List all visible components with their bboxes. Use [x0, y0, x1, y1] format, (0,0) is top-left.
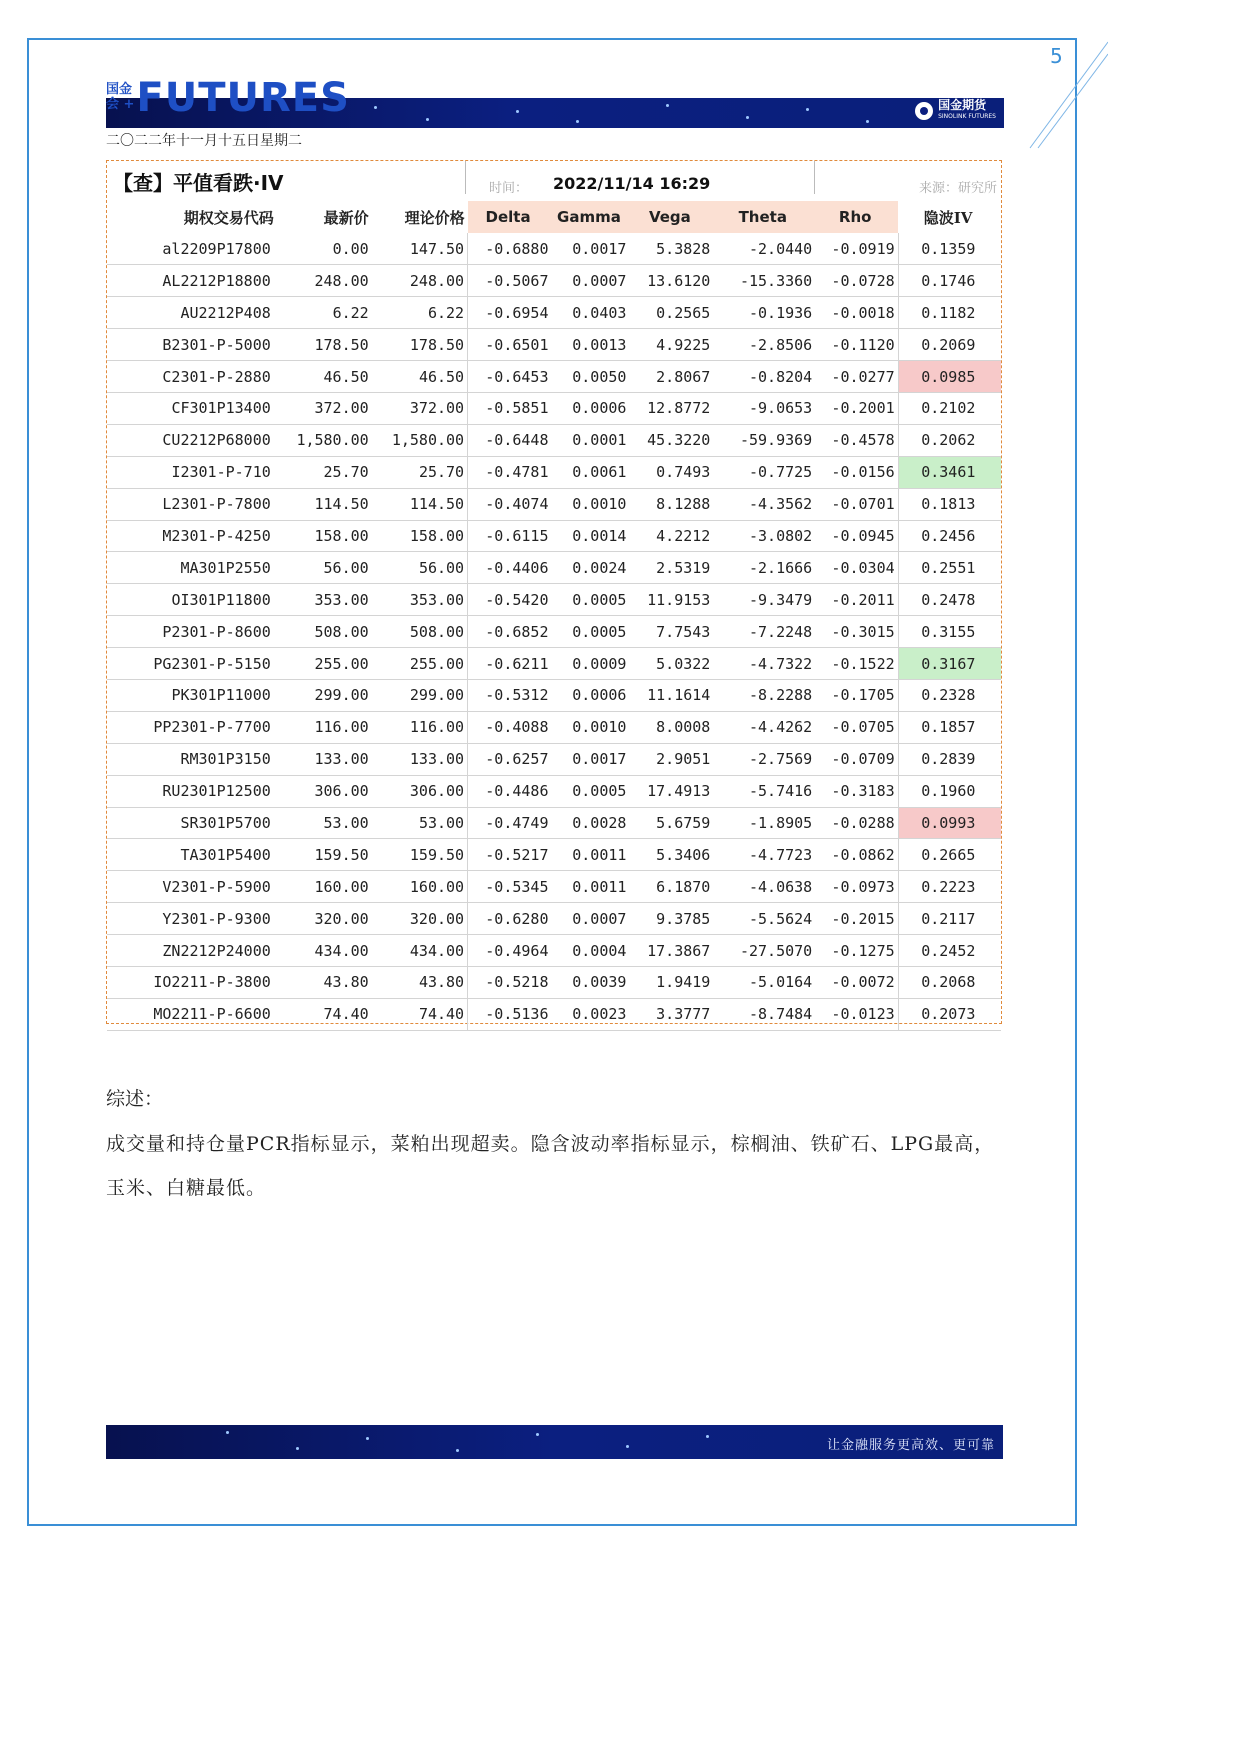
- cell-iv: 0.3155: [898, 616, 1001, 648]
- cell-code: C2301-P-2880: [107, 361, 277, 393]
- cell-last: 434.00: [277, 935, 372, 967]
- cell-code: Y2301-P-9300: [107, 903, 277, 935]
- cell-delta: -0.5136: [468, 998, 552, 1030]
- cell-delta: -0.6115: [468, 520, 552, 552]
- table-body: [107, 233, 1001, 1030]
- cell-code: ZN2212P24000: [107, 935, 277, 967]
- cell-last: 159.50: [277, 839, 372, 871]
- cell-vega: 11.1614: [629, 679, 713, 711]
- table-row: [107, 520, 1001, 552]
- cell-code: M2301-P-4250: [107, 520, 277, 552]
- cell-gamma: 0.0023: [552, 998, 630, 1030]
- cell-delta: -0.5218: [468, 966, 552, 998]
- cell-delta: -0.5345: [468, 871, 552, 903]
- cell-gamma: 0.0011: [552, 871, 630, 903]
- cell-theory: 255.00: [372, 648, 468, 680]
- cell-theta: -8.2288: [713, 679, 815, 711]
- cell-code: P2301-P-8600: [107, 616, 277, 648]
- cell-iv: 0.2456: [898, 520, 1001, 552]
- cell-theory: 114.50: [372, 488, 468, 520]
- cell-code: IO2211-P-3800: [107, 966, 277, 998]
- cell-gamma: 0.0010: [552, 711, 630, 743]
- brand-cn-bottom: 会 +: [106, 97, 135, 112]
- cell-gamma: 0.0050: [552, 361, 630, 393]
- cell-theta: -2.8506: [713, 329, 815, 361]
- cell-rho: -0.0304: [815, 552, 898, 584]
- cell-theta: -3.0802: [713, 520, 815, 552]
- cell-delta: -0.4074: [468, 488, 552, 520]
- cell-vega: 4.2212: [629, 520, 713, 552]
- cell-theory: 299.00: [372, 679, 468, 711]
- option-iv-table-panel: [106, 160, 1002, 1024]
- cell-gamma: 0.0006: [552, 392, 630, 424]
- cell-delta: -0.6280: [468, 903, 552, 935]
- cell-iv: 0.1746: [898, 265, 1001, 297]
- cell-rho: -0.0072: [815, 966, 898, 998]
- cell-vega: 5.0322: [629, 648, 713, 680]
- cell-theory: 159.50: [372, 839, 468, 871]
- footer-slogan: 让金融服务更高效、更可靠: [826, 1438, 995, 1453]
- time-label: 时间：: [489, 181, 529, 196]
- cell-theory: 353.00: [372, 584, 468, 616]
- cell-theory: 372.00: [372, 392, 468, 424]
- brand-cn-top: 国金: [106, 82, 133, 97]
- company-logo: [915, 100, 996, 122]
- cell-code: AU2212P408: [107, 297, 277, 329]
- cell-theta: -4.7723: [713, 839, 815, 871]
- cell-vega: 5.3828: [629, 233, 713, 265]
- column-header: Gamma: [552, 201, 630, 233]
- cell-vega: 7.7543: [629, 616, 713, 648]
- cell-delta: -0.5851: [468, 392, 552, 424]
- company-name-en: SINOLINK FUTURES: [938, 113, 996, 120]
- cell-last: 0.00: [277, 233, 372, 265]
- cell-gamma: 0.0005: [552, 616, 630, 648]
- cell-theory: 158.00: [372, 520, 468, 552]
- cell-gamma: 0.0001: [552, 424, 630, 456]
- source-label: 来源：研究所: [918, 181, 997, 196]
- cell-iv: 0.2452: [898, 935, 1001, 967]
- cell-delta: -0.6501: [468, 329, 552, 361]
- cell-vega: 8.1288: [629, 488, 713, 520]
- cell-last: 508.00: [277, 616, 372, 648]
- cell-code: V2301-P-5900: [107, 871, 277, 903]
- cell-vega: 0.7493: [629, 456, 713, 488]
- cell-vega: 2.9051: [629, 743, 713, 775]
- table-row: [107, 871, 1001, 903]
- table-row: [107, 711, 1001, 743]
- table-row: [107, 648, 1001, 680]
- summary-body: 成交量和持仓量PCR指标显示，菜粕出现超卖。隐含波动率指标显示，棕榈油、铁矿石、LPG最高，玉米、白糖最低。: [106, 1133, 995, 1199]
- cell-vega: 5.6759: [629, 807, 713, 839]
- cell-theta: -5.5624: [713, 903, 815, 935]
- company-name-cn: 国金期货: [938, 98, 987, 112]
- table-row: [107, 966, 1001, 998]
- table-row: [107, 903, 1001, 935]
- cell-rho: -0.3015: [815, 616, 898, 648]
- cell-delta: -0.4406: [468, 552, 552, 584]
- cell-rho: -0.0862: [815, 839, 898, 871]
- cell-code: CU2212P68000: [107, 424, 277, 456]
- cell-delta: -0.6257: [468, 743, 552, 775]
- cell-rho: -0.0277: [815, 361, 898, 393]
- cell-delta: -0.4749: [468, 807, 552, 839]
- cell-gamma: 0.0007: [552, 265, 630, 297]
- cell-code: MA301P2550: [107, 552, 277, 584]
- column-header: Delta: [468, 201, 552, 233]
- cell-vega: 6.1870: [629, 871, 713, 903]
- cell-last: 114.50: [277, 488, 372, 520]
- cell-vega: 17.4913: [629, 775, 713, 807]
- cell-theory: 248.00: [372, 265, 468, 297]
- cell-theta: -4.4262: [713, 711, 815, 743]
- cell-delta: -0.5067: [468, 265, 552, 297]
- cell-iv: 0.2551: [898, 552, 1001, 584]
- cell-theta: -0.8204: [713, 361, 815, 393]
- cell-delta: -0.6852: [468, 616, 552, 648]
- cell-rho: -0.3183: [815, 775, 898, 807]
- cell-iv: 0.0985: [898, 361, 1001, 393]
- page-number: 5: [1050, 44, 1063, 68]
- cell-vega: 5.3406: [629, 839, 713, 871]
- cell-last: 306.00: [277, 775, 372, 807]
- brand-futures-text: FUTURES: [136, 75, 350, 121]
- cell-rho: -0.4578: [815, 424, 898, 456]
- cell-code: TA301P5400: [107, 839, 277, 871]
- cell-delta: -0.5217: [468, 839, 552, 871]
- cell-rho: -0.1522: [815, 648, 898, 680]
- cell-theory: 43.80: [372, 966, 468, 998]
- cell-theory: 306.00: [372, 775, 468, 807]
- cell-last: 43.80: [277, 966, 372, 998]
- table-row: [107, 935, 1001, 967]
- cell-theta: -4.3562: [713, 488, 815, 520]
- cell-last: 56.00: [277, 552, 372, 584]
- cell-theta: -15.3360: [713, 265, 815, 297]
- cell-last: 299.00: [277, 679, 372, 711]
- cell-rho: -0.0728: [815, 265, 898, 297]
- table-row: [107, 488, 1001, 520]
- cell-vega: 12.8772: [629, 392, 713, 424]
- cell-code: L2301-P-7800: [107, 488, 277, 520]
- cell-rho: -0.2015: [815, 903, 898, 935]
- cell-theory: 46.50: [372, 361, 468, 393]
- cell-delta: -0.4486: [468, 775, 552, 807]
- cell-iv: 0.0993: [898, 807, 1001, 839]
- cell-vega: 17.3867: [629, 935, 713, 967]
- cell-gamma: 0.0005: [552, 584, 630, 616]
- cell-last: 74.40: [277, 998, 372, 1030]
- cell-gamma: 0.0004: [552, 935, 630, 967]
- table-title-row: [107, 161, 1001, 194]
- cell-rho: -0.0945: [815, 520, 898, 552]
- cell-code: SR301P5700: [107, 807, 277, 839]
- cell-rho: -0.1120: [815, 329, 898, 361]
- cell-code: PK301P11000: [107, 679, 277, 711]
- cell-theta: -4.0638: [713, 871, 815, 903]
- table-row: [107, 392, 1001, 424]
- cell-vega: 13.6120: [629, 265, 713, 297]
- report-date: 二〇二二年十一月十五日星期二: [106, 133, 302, 149]
- cell-gamma: 0.0028: [552, 807, 630, 839]
- option-greeks-table: [107, 201, 1001, 1031]
- cell-rho: -0.2001: [815, 392, 898, 424]
- cell-theory: 116.00: [372, 711, 468, 743]
- cell-gamma: 0.0013: [552, 329, 630, 361]
- cell-vega: 8.0008: [629, 711, 713, 743]
- column-header: 隐波IV: [923, 208, 973, 227]
- cell-iv: 0.2069: [898, 329, 1001, 361]
- table-title: 【查】平值看跌·IV: [113, 171, 284, 195]
- cell-iv: 0.1813: [898, 488, 1001, 520]
- cell-iv: 0.3167: [898, 648, 1001, 680]
- cell-theta: -0.7725: [713, 456, 815, 488]
- cell-theta: -8.7484: [713, 998, 815, 1030]
- cell-code: I2301-P-710: [107, 456, 277, 488]
- cell-theory: 434.00: [372, 935, 468, 967]
- cell-rho: -0.1705: [815, 679, 898, 711]
- cell-code: PG2301-P-5150: [107, 648, 277, 680]
- cell-rho: -0.0156: [815, 456, 898, 488]
- cell-code: RU2301P12500: [107, 775, 277, 807]
- table-row: [107, 743, 1001, 775]
- cell-gamma: 0.0017: [552, 743, 630, 775]
- cell-gamma: 0.0403: [552, 297, 630, 329]
- cell-gamma: 0.0007: [552, 903, 630, 935]
- cell-theta: -2.0440: [713, 233, 815, 265]
- table-row: [107, 265, 1001, 297]
- cell-iv: 0.2117: [898, 903, 1001, 935]
- cell-last: 133.00: [277, 743, 372, 775]
- cell-iv: 0.3461: [898, 456, 1001, 488]
- table-row: [107, 679, 1001, 711]
- cell-theory: 160.00: [372, 871, 468, 903]
- cell-code: CF301P13400: [107, 392, 277, 424]
- cell-gamma: 0.0010: [552, 488, 630, 520]
- time-value: 2022/11/14 16:29: [553, 174, 711, 193]
- cell-rho: -0.0288: [815, 807, 898, 839]
- cell-theta: -7.2248: [713, 616, 815, 648]
- cell-gamma: 0.0061: [552, 456, 630, 488]
- cell-gamma: 0.0039: [552, 966, 630, 998]
- cell-iv: 0.1960: [898, 775, 1001, 807]
- cell-last: 372.00: [277, 392, 372, 424]
- cell-gamma: 0.0017: [552, 233, 630, 265]
- cell-gamma: 0.0005: [552, 775, 630, 807]
- cell-theta: -1.8905: [713, 807, 815, 839]
- cell-last: 353.00: [277, 584, 372, 616]
- cell-last: 53.00: [277, 807, 372, 839]
- cell-vega: 2.8067: [629, 361, 713, 393]
- cell-vega: 2.5319: [629, 552, 713, 584]
- cell-delta: -0.6880: [468, 233, 552, 265]
- cell-theory: 147.50: [372, 233, 468, 265]
- table-row: [107, 998, 1001, 1030]
- cell-iv: 0.2102: [898, 392, 1001, 424]
- table-row: [107, 297, 1001, 329]
- cell-last: 46.50: [277, 361, 372, 393]
- cell-code: PP2301-P-7700: [107, 711, 277, 743]
- cell-theta: -4.7322: [713, 648, 815, 680]
- table-row: [107, 616, 1001, 648]
- table-row: [107, 584, 1001, 616]
- cell-gamma: 0.0011: [552, 839, 630, 871]
- cell-theta: -2.7569: [713, 743, 815, 775]
- cell-delta: -0.5420: [468, 584, 552, 616]
- cell-rho: -0.0701: [815, 488, 898, 520]
- cell-theory: 133.00: [372, 743, 468, 775]
- cell-vega: 0.2565: [629, 297, 713, 329]
- cell-theory: 6.22: [372, 297, 468, 329]
- cell-theory: 25.70: [372, 456, 468, 488]
- cell-theta: -5.7416: [713, 775, 815, 807]
- cell-iv: 0.1182: [898, 297, 1001, 329]
- cell-gamma: 0.0009: [552, 648, 630, 680]
- cell-iv: 0.2223: [898, 871, 1001, 903]
- cell-delta: -0.4088: [468, 711, 552, 743]
- cell-rho: -0.1275: [815, 935, 898, 967]
- cell-delta: -0.4781: [468, 456, 552, 488]
- company-logo-icon: [915, 102, 933, 120]
- column-header: Rho: [815, 201, 898, 233]
- table-row: [107, 456, 1001, 488]
- cell-delta: -0.6211: [468, 648, 552, 680]
- table-row: [107, 233, 1001, 265]
- cell-last: 6.22: [277, 297, 372, 329]
- table-row: [107, 424, 1001, 456]
- cell-iv: 0.2839: [898, 743, 1001, 775]
- cell-vega: 11.9153: [629, 584, 713, 616]
- cell-theory: 74.40: [372, 998, 468, 1030]
- summary-heading: 综述：: [106, 1088, 164, 1110]
- cell-theory: 178.50: [372, 329, 468, 361]
- cell-iv: 0.2068: [898, 966, 1001, 998]
- column-header: 期权交易代码: [183, 208, 274, 227]
- cell-iv: 0.2665: [898, 839, 1001, 871]
- column-header: Vega: [629, 201, 713, 233]
- cell-theory: 1,580.00: [372, 424, 468, 456]
- cell-theta: -9.3479: [713, 584, 815, 616]
- brand-logo: [106, 75, 350, 121]
- table-header-row: [107, 201, 1001, 233]
- table-row: [107, 552, 1001, 584]
- cell-gamma: 0.0006: [552, 679, 630, 711]
- cell-iv: 0.2328: [898, 679, 1001, 711]
- cell-last: 320.00: [277, 903, 372, 935]
- cell-theta: -59.9369: [713, 424, 815, 456]
- cell-gamma: 0.0024: [552, 552, 630, 584]
- cell-rho: -0.0123: [815, 998, 898, 1030]
- cell-iv: 0.2073: [898, 998, 1001, 1030]
- cell-vega: 4.9225: [629, 329, 713, 361]
- cell-iv: 0.2062: [898, 424, 1001, 456]
- footer-banner: [106, 1425, 1003, 1459]
- cell-rho: -0.2011: [815, 584, 898, 616]
- column-header: 理论价格: [404, 208, 465, 227]
- cell-last: 248.00: [277, 265, 372, 297]
- cell-delta: -0.5312: [468, 679, 552, 711]
- cell-code: OI301P11800: [107, 584, 277, 616]
- cell-iv: 0.1857: [898, 711, 1001, 743]
- cell-code: MO2211-P-6600: [107, 998, 277, 1030]
- cell-delta: -0.6448: [468, 424, 552, 456]
- table-row: [107, 775, 1001, 807]
- cell-rho: -0.0018: [815, 297, 898, 329]
- cell-delta: -0.6453: [468, 361, 552, 393]
- cell-rho: -0.0973: [815, 871, 898, 903]
- cell-rho: -0.0705: [815, 711, 898, 743]
- cell-code: AL2212P18800: [107, 265, 277, 297]
- cell-theta: -2.1666: [713, 552, 815, 584]
- corner-decoration: [1028, 40, 1108, 150]
- cell-vega: 45.3220: [629, 424, 713, 456]
- cell-rho: -0.0919: [815, 233, 898, 265]
- cell-vega: 3.3777: [629, 998, 713, 1030]
- cell-theory: 508.00: [372, 616, 468, 648]
- cell-theta: -0.1936: [713, 297, 815, 329]
- table-row: [107, 807, 1001, 839]
- table-row: [107, 839, 1001, 871]
- cell-code: B2301-P-5000: [107, 329, 277, 361]
- cell-theta: -27.5070: [713, 935, 815, 967]
- cell-theory: 320.00: [372, 903, 468, 935]
- cell-last: 25.70: [277, 456, 372, 488]
- cell-last: 1,580.00: [277, 424, 372, 456]
- cell-last: 160.00: [277, 871, 372, 903]
- table-row: [107, 329, 1001, 361]
- cell-theory: 53.00: [372, 807, 468, 839]
- table-row: [107, 361, 1001, 393]
- cell-last: 255.00: [277, 648, 372, 680]
- cell-theta: -9.0653: [713, 392, 815, 424]
- cell-last: 116.00: [277, 711, 372, 743]
- column-header: Theta: [713, 201, 815, 233]
- cell-gamma: 0.0014: [552, 520, 630, 552]
- cell-code: al2209P17800: [107, 233, 277, 265]
- cell-last: 158.00: [277, 520, 372, 552]
- cell-theta: -5.0164: [713, 966, 815, 998]
- cell-iv: 0.2478: [898, 584, 1001, 616]
- cell-vega: 1.9419: [629, 966, 713, 998]
- cell-rho: -0.0709: [815, 743, 898, 775]
- cell-code: RM301P3150: [107, 743, 277, 775]
- cell-last: 178.50: [277, 329, 372, 361]
- cell-delta: -0.4964: [468, 935, 552, 967]
- cell-delta: -0.6954: [468, 297, 552, 329]
- cell-iv: 0.1359: [898, 233, 1001, 265]
- cell-vega: 9.3785: [629, 903, 713, 935]
- cell-theory: 56.00: [372, 552, 468, 584]
- column-header: 最新价: [323, 208, 369, 227]
